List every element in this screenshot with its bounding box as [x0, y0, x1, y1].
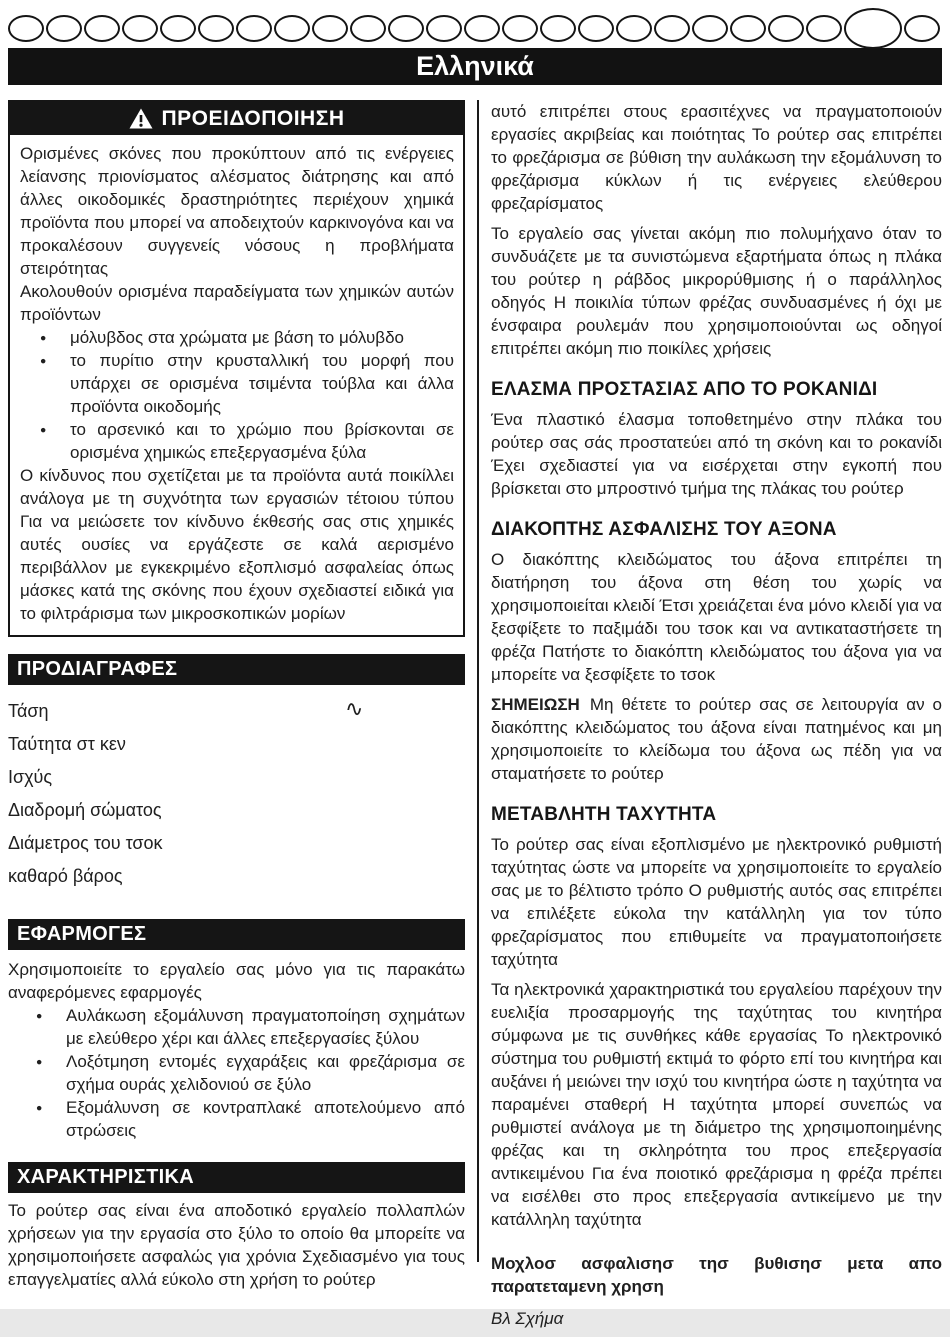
language-header-bar	[8, 48, 942, 85]
binder-hole	[350, 15, 386, 42]
warning-bullet-list	[20, 326, 454, 464]
specs-list	[8, 695, 465, 893]
warning-title-bar	[10, 102, 463, 135]
spec-label: Τάση	[8, 701, 49, 721]
bullet-item: ● το πυρίτιο στην κρυσταλλική του μορφή που υπάρχει σε ορισμένα τσιμέντα τούβλα και άλλα προϊόντα οικοδομής	[70, 349, 454, 418]
binder-hole	[274, 15, 310, 42]
spindle-lock-paragraph: Ο διακόπτης κλειδώματος του άξονα επιτρέπει τη διατήρηση του άξονα στη θέση του χωρίς να χρησιμοποιείται κλειδί Έτσι χρειάζεται ένα μόνο κλειδί για να ξεσφίξετε το παξιμάδι του τσοκ και να αντικαταστήσετε τη φρέζα Πατήστε το διακόπτη κλειδώματος του άξονα για να μπορείτε να ξεσφίξετε το τσοκ	[491, 550, 943, 684]
right-paragraph-2: Το εργαλείο σας γίνεται ακόμη πιο πολυμήχανο όταν το συνδυάζετε με τα συνιστώμενα εξαρτήματα όπως η πλάκα του ρούτερ η ράβδος μικρορύθμισης ή ο παράλληλος οδηγός Η ποικιλία τύπων φρέζας συνδυασμένες ή όχι με ένσφαιρα ρουλεμάν που χρησιμοποιούνται ως οδηγοί επιτρέπει ακόμη πιο ποικίλες χρήσεις	[491, 224, 942, 358]
binder-hole	[464, 15, 500, 42]
spec-label: Διαδρομή σώματος	[8, 800, 162, 820]
column-divider	[477, 100, 479, 1262]
features-title: ΧΑΡΑΚΤΗΡΙΣΤΙΚΑ	[17, 1166, 194, 1188]
binder-hole	[122, 15, 158, 42]
binder-hole	[8, 15, 44, 42]
binder-hole	[730, 15, 766, 42]
note-paragraph	[491, 693, 942, 785]
spec-label: Ισχύς	[8, 767, 53, 787]
bullet-item: ● Λοξότμηση εντομές εγχαράξεις και φρεζάρισμα σε σχήμα ουράς χελιδονιού σε ξύλο	[66, 1050, 465, 1096]
warning-body	[10, 135, 463, 635]
spec-label: Διάμετρος του τσοκ	[8, 833, 163, 853]
binder-hole	[768, 15, 804, 42]
warning-paragraph-3: Ο κίνδυνος που σχετίζεται με τα προϊόντα αυτά ποικίλλει ανάλογα με τη συχνότητα των εργασιών τέτοιου τύπου Για να μειώσετε τον κίνδυνο έκθεσής σας στις χημικές αυτές ουσίες να εργάζεστε σε καλά αερισμένο περιβάλλον με εγκεκριμένο εξοπλισμό ασφαλείας όπως μάσκες κατά της σκόνης που έχουν σχεδιαστεί ειδικά για το φιλτράρισμα των μικροσκοπικών μορίων	[20, 466, 454, 623]
binder-hole	[84, 15, 120, 42]
applications-section-bar	[8, 919, 465, 950]
specifications-title: ΠΡΟΔΙΑΓΡΑΦΕΣ	[17, 658, 178, 680]
binder-hole	[426, 15, 462, 42]
two-column-body	[0, 85, 950, 1337]
spec-row	[8, 827, 465, 860]
chip-shield-paragraph: Ένα πλαστικό έλασμα τοποθετημένο στην πλάκα του ρούτερ σας σάς προστατεύει από τη σκόνη και το ροκανίδι Έχει σχεδιαστεί για να εισέρχεται στην εγκοπή που βρίσκεται στο μπροστινό τμήμα της πλάκας του ρούτερ	[491, 410, 942, 498]
features-section-bar	[8, 1162, 465, 1193]
binder-hole	[160, 15, 196, 42]
binder-hole	[236, 15, 272, 42]
spec-row	[8, 728, 465, 761]
applications-title: ΕΦΑΡΜΟΓΕΣ	[17, 923, 147, 945]
variable-speed-paragraph-1: Το ρούτερ σας είναι εξοπλισμένο με ηλεκτρονικό ρυθμιστή ταχύτητας ώστε να μπορείτε να χρησιμοποιείτε το εργαλείο σας με το βέλτιστο τρόπο Ο ρυθμιστής αυτός σας επιτρέπει να επιλέξετε εύκολα την κατάλληλη για τον τύπο φρεζαρίσματος που επιθυμείτε να πραγματοποιήσετε ταχύτητα	[491, 835, 942, 969]
binder-hole	[502, 15, 538, 42]
spec-label: καθαρό βάρος	[8, 866, 123, 886]
chip-shield-heading: ΕΛΑΣΜΑ ΠΡΟΣΤΑΣΙΑΣ ΑΠΟ ΤΟ ΡΟΚΑΝΙΔΙ	[491, 379, 878, 400]
features-paragraph: Το ρούτερ σας είναι ένα αποδοτικό εργαλείο πολλαπλών χρήσεων για την εργασία στο ξύλο το οποίο θα μπορείτε να χρησιμοποιήσετε ασφαλώς για χρόνια Σχεδιασμένο για τους επαγγελματίες αλλά εύκολο στη χρήση το ρούτερ	[8, 1201, 465, 1289]
see-figure-reference: Βλ Σχήμα	[491, 1309, 564, 1328]
note-label: ΣΗΜΕΙΩΣΗ	[491, 695, 580, 714]
warning-title-text: ΠΡΟΕΙΔΟΠΟΙΗΣΗ	[161, 106, 345, 130]
binder-hole	[654, 15, 690, 42]
binder-hole	[806, 15, 842, 42]
binder-hole	[198, 15, 234, 42]
warning-box	[8, 100, 465, 637]
spec-row	[8, 860, 465, 893]
binder-hole	[692, 15, 728, 42]
language-title: Ελληνικά	[416, 51, 534, 81]
bullet-item: ● Εξομάλυνση σε κοντραπλακέ αποτελούμενο από στρώσεις	[66, 1096, 465, 1142]
note-text: Μη θέτετε το ρούτερ σας σε λειτουργία αν ο διακόπτης κλειδώματος του άξονα είναι πατημένος και μη χρησιμοποιείτε το κλείδωμα του άξονα ως πέδη για να σταματήσετε το ρούτερ	[491, 695, 942, 783]
warning-paragraph-2: Ακολουθούν ορισμένα παραδείγματα των χημικών αυτών προϊόντων	[20, 282, 454, 324]
spec-label: Ταύτητα στ κεν	[8, 734, 126, 754]
binder-hole	[540, 15, 576, 42]
binder-hole	[578, 15, 614, 42]
binder-holes-row	[0, 0, 950, 44]
left-column	[8, 100, 465, 1291]
warning-triangle-icon	[129, 108, 153, 129]
warning-paragraph-1: Ορισμένες σκόνες που προκύπτουν από τις ενέργειες λείανσης πριονίσματος αλέσματος διάτρησης και από άλλες οικοδομικές δραστηριότητες περιέχουν χημικά προϊόντα που μπορεί να αποδειχτούν καρκινογόνα και να προκαλέσουν συγγενείς νόσους η προβλήματα στειρότητας	[20, 144, 454, 278]
binder-hole-large	[844, 8, 902, 49]
plunge-lock-subheading: Μοχλοσ ασφαλισησ τησ βυθισησ μετα απο παρατεταμενη χρηση	[491, 1254, 942, 1296]
variable-speed-paragraph-2: Τα ηλεκτρονικά χαρακτηριστικά του εργαλείου παρέχουν την ευελιξία προσαρμογής της ταχύτητας του κινητήρα σύμφωνα με τις συνθήκες κάθε εργασίας Το ηλεκτρονικό σύστημα του ρυθμιστή εκτιμά το φόρτο επί του κινητήρα και αυξάνει ή μειώνει την ισχύ του κινητήρα ώστε η ταχύτητα να παραμένει σταθερή Η ταχύτητα μπορεί συνεπώς να ρυθμιστεί ανάλογα με τη διάμετρο της χρησιμοποιημένης φρέζας και τη σκληρότητα του προς επεξεργασία αντικειμένου Για ένα ποιοτικό φρεζάρισμα η φρέζα πρέπει να εισέλθει στο προς επεξεργασία αντικείμενο με την κατάλληλη ταχύτητα	[491, 980, 942, 1229]
right-column	[491, 100, 942, 1337]
bullet-item: ● Αυλάκωση εξομάλυνση πραγματοποίηση σχημάτων με ελεύθερο χέρι και άλλες επεξεργασίες ξύλου	[66, 1004, 465, 1050]
bullet-item: ● μόλυβδος στα χρώματα με βάση το μόλυβδο	[70, 326, 454, 349]
bullet-item: ● το αρσενικό και το χρώμιο που βρίσκονται σε ορισμένα χημικώς επεξεργασμένα ξύλα	[70, 418, 454, 464]
spec-row	[8, 794, 465, 827]
applications-bullet-list	[8, 1004, 465, 1142]
spec-row	[8, 761, 465, 794]
spec-value-ac-symbol: ∿	[345, 697, 364, 722]
binder-hole	[904, 15, 940, 42]
variable-speed-heading: ΜΕΤΑΒΛΗΤΗ ΤΑΧΥΤΗΤΑ	[491, 804, 717, 825]
binder-hole	[46, 15, 82, 42]
binder-hole	[312, 15, 348, 42]
specifications-section-bar	[8, 654, 465, 685]
spec-row	[8, 695, 465, 728]
right-paragraph-1: αυτό επιτρέπει στους ερασιτέχνες να πραγματοποιούν εργασίες ακριβείας και ποιότητας Το ρούτερ σας επιτρέπει το φρεζάρισμα σε βύθιση την αυλάκωση την εξομάλυνση το φρεζάρισμα κύκλων ή τις ενέργειες ελεύθερου φρεζαρίσματος	[491, 102, 942, 213]
binder-hole	[388, 15, 424, 42]
binder-hole	[616, 15, 652, 42]
spindle-lock-heading: ΔΙΑΚΟΠΤΗΣ ΑΣΦΑΛΙΣΗΣ ΤΟΥ ΑΞΟΝΑ	[491, 519, 837, 540]
applications-intro: Χρησιμοποιείτε το εργαλείο σας μόνο για τις παρακάτω αναφερόμενες εφαρμογές	[8, 960, 465, 1002]
